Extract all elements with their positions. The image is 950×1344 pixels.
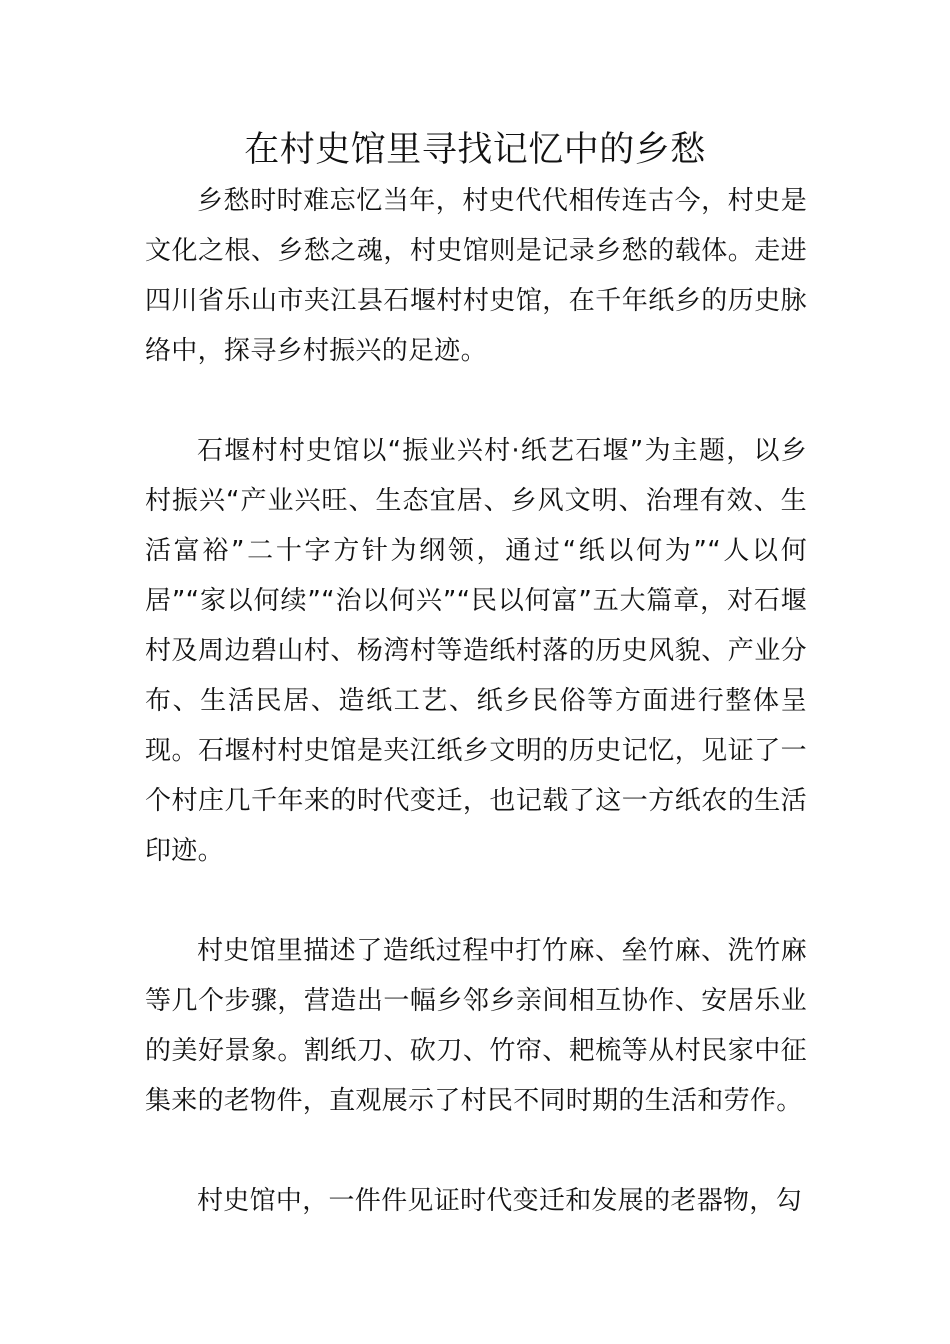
paragraph-4: 村史馆中，一件件见证时代变迁和发展的老器物，勾 (197, 1186, 802, 1216)
paragraph-2: 石堰村村史馆以“振业兴村·纸艺石堰”为主题，以乡村振兴“产业兴旺、生态宜居、乡风文明、治理有效、生活富裕”二十字方针为纲领，通过“纸以何为”“人以何居”“家以何续”“治以何兴”“民以何富”五大篇章，对石堰村及周边碧山村、杨湾村等造纸村落的历史风貌、产业分布、生活民居、造纸工艺、纸乡民俗等方面进行整体呈现。石堰村村史馆是夹江纸乡文明的历史记忆，见证了一个村庄几千年来的时代变迁，也记载了这一方纸农的生活印迹。 (145, 436, 807, 866)
paragraph-3: 村史馆里描述了造纸过程中打竹麻、垒竹麻、洗竹麻等几个步骤，营造出一幅乡邻乡亲间相互协作、安居乐业的美好景象。割纸刀、砍刀、竹帘、耙梳等从村民家中征集来的老物件，直观展示了村民不同时期的生活和劳作。 (145, 936, 807, 1116)
document-body (145, 176, 807, 1226)
paragraph-1: 乡愁时时难忘忆当年，村史代代相传连古今，村史是文化之根、乡愁之魂，村史馆则是记录乡愁的载体。走进四川省乐山市夹江县石堰村村史馆，在千年纸乡的历史脉络中，探寻乡村振兴的足迹。 (145, 186, 807, 366)
document-title: 在村史馆里寻找记忆中的乡愁 (244, 130, 706, 170)
